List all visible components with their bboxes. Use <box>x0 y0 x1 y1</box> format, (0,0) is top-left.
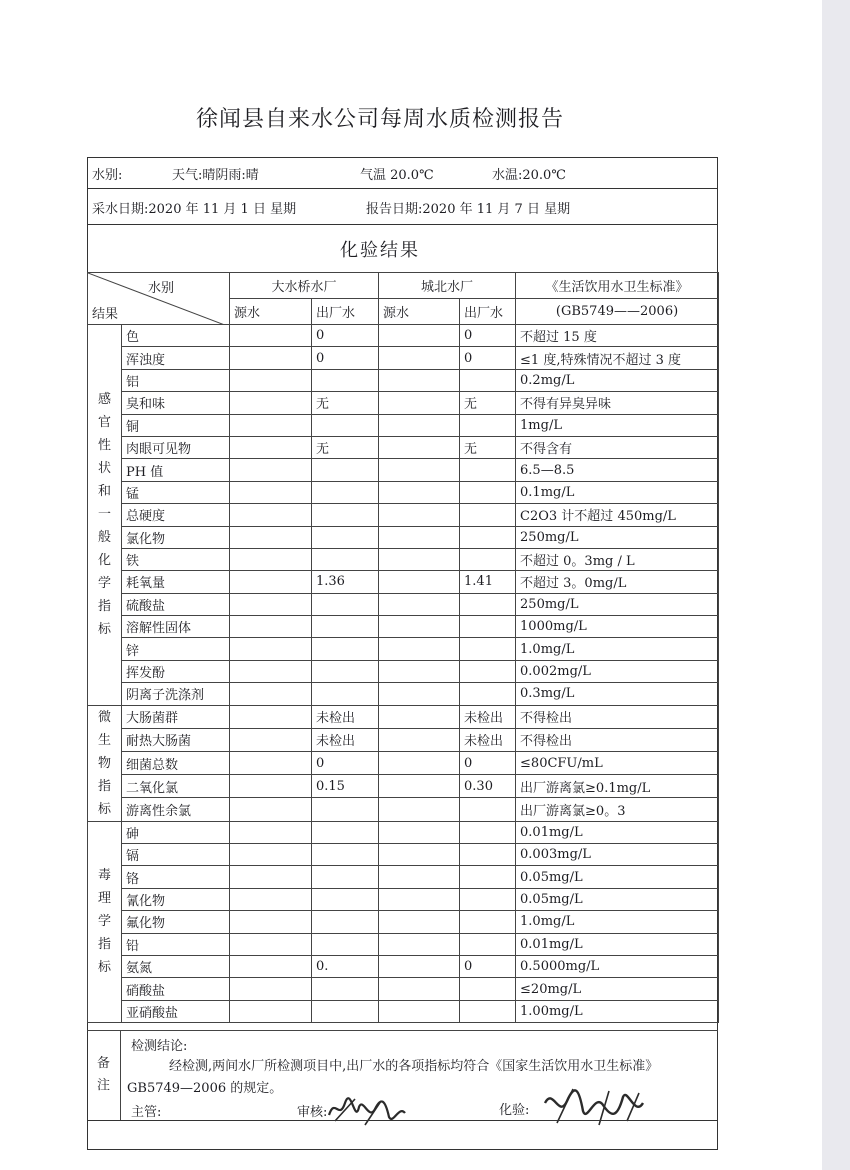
plant1-outlet-value <box>312 683 379 705</box>
plant2-outlet-value <box>460 821 516 843</box>
plant2-source-value <box>379 705 460 728</box>
plant1-source-value <box>230 414 312 436</box>
table-row <box>88 955 719 977</box>
plant1-outlet-value <box>312 978 379 1000</box>
remarks-label-char: 注 <box>96 1078 110 1093</box>
item-name: 铁 <box>122 548 230 570</box>
plant2-source-value <box>379 752 460 775</box>
plant1-source-value <box>230 504 312 526</box>
plant1-source-value <box>230 593 312 615</box>
plant1-source-value <box>230 933 312 955</box>
plant2-outlet-value <box>460 481 516 503</box>
report-date: 报告日期:2020 年 11 月 7 日 星期 <box>366 202 571 217</box>
standard-code: (GB5749——2006) <box>516 299 719 325</box>
results-body <box>88 325 719 1023</box>
plant1-source-value <box>230 752 312 775</box>
plant1-outlet-header: 出厂水 <box>312 299 379 325</box>
table-row <box>88 436 719 458</box>
plant2-header: 城北水厂 <box>379 273 516 299</box>
water-type-label: 水别: <box>92 168 123 183</box>
standard-value: 不得有异臭异味 <box>516 392 719 414</box>
reviewer-label: 审核: <box>297 1105 328 1120</box>
plant1-source-value <box>230 705 312 728</box>
table-row <box>88 593 719 615</box>
plant2-outlet-value <box>460 798 516 821</box>
plant2-source-value <box>379 638 460 660</box>
plant1-outlet-value <box>312 526 379 548</box>
table-row <box>88 571 719 593</box>
plant2-outlet-value <box>460 933 516 955</box>
standard-value: 1.0mg/L <box>516 638 719 660</box>
plant2-outlet-value: 1.41 <box>460 571 516 593</box>
category-char: 性 <box>97 438 111 454</box>
plant2-outlet-header: 出厂水 <box>460 299 516 325</box>
item-name: 铅 <box>122 933 230 955</box>
plant1-outlet-value <box>312 888 379 910</box>
standard-value: 0.3mg/L <box>516 683 719 705</box>
plant2-outlet-value: 未检出 <box>460 705 516 728</box>
conclusion-label: 检测结论: <box>131 1039 188 1054</box>
plant2-outlet-value <box>460 414 516 436</box>
item-name: 氨氮 <box>122 955 230 977</box>
category-char: 化 <box>97 553 111 569</box>
plant2-outlet-value: 0 <box>460 325 516 347</box>
category-char: 官 <box>97 415 111 431</box>
standard-value: ≤80CFU/mL <box>516 752 719 775</box>
category-char: 和 <box>97 484 111 500</box>
standard-value: 1.0mg/L <box>516 911 719 933</box>
category-char: 感 <box>97 392 111 408</box>
category-char: 标 <box>97 801 111 817</box>
plant1-source-value <box>230 844 312 866</box>
category-char: 微 <box>97 709 111 725</box>
plant1-source-value <box>230 616 312 638</box>
item-name: 氯化物 <box>122 526 230 548</box>
plant1-source-value <box>230 888 312 910</box>
standard-value: 出厂游离氯≥0。3 <box>516 798 719 821</box>
plant2-outlet-value <box>460 866 516 888</box>
plant1-source-header: 源水 <box>230 299 312 325</box>
item-name: 挥发酚 <box>122 660 230 682</box>
plant1-outlet-value: 无 <box>312 392 379 414</box>
item-name: 耐热大肠菌 <box>122 728 230 751</box>
plant1-outlet-value <box>312 414 379 436</box>
plant2-source-value <box>379 821 460 843</box>
table-row <box>88 683 719 705</box>
standard-value: 6.5—8.5 <box>516 459 719 481</box>
plant2-outlet-value <box>460 638 516 660</box>
standard-value: 不得检出 <box>516 728 719 751</box>
plant2-source-value <box>379 414 460 436</box>
plant1-outlet-value <box>312 481 379 503</box>
standard-title: 《生活饮用水卫生标准》 <box>516 273 719 299</box>
table-row <box>88 392 719 414</box>
plant2-source-value <box>379 504 460 526</box>
plant2-outlet-value <box>460 548 516 570</box>
plant1-source-value <box>230 459 312 481</box>
category-char: 指 <box>97 599 111 615</box>
plant1-outlet-value: 0. <box>312 955 379 977</box>
standard-value: 1.00mg/L <box>516 1000 719 1022</box>
plant2-outlet-value <box>460 978 516 1000</box>
item-name: 溶解性固体 <box>122 616 230 638</box>
plant2-outlet-value: 0.30 <box>460 775 516 798</box>
plant2-source-value <box>379 798 460 821</box>
plant2-source-value <box>379 369 460 391</box>
water-temperature: 水温:20.0℃ <box>492 168 566 183</box>
standard-value: 不得含有 <box>516 436 719 458</box>
plant1-source-value <box>230 347 312 369</box>
plant1-source-value <box>230 798 312 821</box>
plant2-outlet-value <box>460 593 516 615</box>
table-row <box>88 728 719 751</box>
item-name: PH 值 <box>122 459 230 481</box>
plant1-outlet-value: 0 <box>312 347 379 369</box>
plant2-outlet-value <box>460 660 516 682</box>
plant2-outlet-value <box>460 526 516 548</box>
standard-value: ≤20mg/L <box>516 978 719 1000</box>
item-name: 耗氧量 <box>122 571 230 593</box>
item-name: 色 <box>122 325 230 347</box>
table-row <box>88 705 719 728</box>
plant2-outlet-value <box>460 888 516 910</box>
item-name: 总硬度 <box>122 504 230 526</box>
plant2-outlet-value <box>460 683 516 705</box>
plant1-outlet-value <box>312 798 379 821</box>
category-char: 理 <box>97 891 111 907</box>
plant2-source-value <box>379 660 460 682</box>
standard-value: 0.5000mg/L <box>516 955 719 977</box>
plant1-outlet-value <box>312 660 379 682</box>
category-char: 毒 <box>97 868 111 884</box>
plant2-source-value <box>379 593 460 615</box>
corner-top-label: 水别 <box>148 281 175 296</box>
date-divider <box>87 224 718 225</box>
category-char: 指 <box>97 778 111 794</box>
plant2-source-value <box>379 933 460 955</box>
plant1-outlet-value <box>312 593 379 615</box>
table-row <box>88 844 719 866</box>
standard-value: 0.01mg/L <box>516 821 719 843</box>
category-char: 般 <box>97 530 111 546</box>
plant2-outlet-value: 0 <box>460 955 516 977</box>
plant1-source-value <box>230 571 312 593</box>
item-name: 浑浊度 <box>122 347 230 369</box>
report-title: 徐闻县自来水公司每周水质检测报告 <box>195 107 564 132</box>
plant1-outlet-value <box>312 866 379 888</box>
item-name: 二氧化氯 <box>122 775 230 798</box>
plant2-outlet-value <box>460 616 516 638</box>
scan-edge <box>822 0 850 1170</box>
plant1-outlet-value: 0.15 <box>312 775 379 798</box>
plant2-source-value <box>379 325 460 347</box>
standard-value: 0.01mg/L <box>516 933 719 955</box>
plant2-source-value <box>379 683 460 705</box>
plant2-source-value <box>379 728 460 751</box>
plant1-source-value <box>230 436 312 458</box>
corner-header <box>88 273 230 325</box>
plant2-outlet-value <box>460 369 516 391</box>
plant1-source-value <box>230 1000 312 1022</box>
item-name: 砷 <box>122 821 230 843</box>
plant1-outlet-value <box>312 844 379 866</box>
footer-divider <box>87 1120 718 1121</box>
standard-value: 不超过 0。3mg / L <box>516 548 719 570</box>
plant1-outlet-value <box>312 1000 379 1022</box>
plant2-outlet-value: 无 <box>460 392 516 414</box>
plant2-outlet-value <box>460 844 516 866</box>
plant1-outlet-value <box>312 638 379 660</box>
plant2-source-value <box>379 955 460 977</box>
plant1-outlet-value <box>312 548 379 570</box>
supervisor-label: 主管: <box>131 1105 162 1120</box>
plant2-source-value <box>379 1000 460 1022</box>
table-row <box>88 911 719 933</box>
plant2-source-value <box>379 392 460 414</box>
standard-value: 不超过 3。0mg/L <box>516 571 719 593</box>
remarks-label <box>87 1031 121 1121</box>
plant1-source-value <box>230 638 312 660</box>
item-name: 锌 <box>122 638 230 660</box>
standard-value: 0.1mg/L <box>516 481 719 503</box>
reviewer-signature <box>325 1091 409 1131</box>
table-row <box>88 459 719 481</box>
item-name: 氰化物 <box>122 888 230 910</box>
table-row <box>88 888 719 910</box>
plant1-outlet-value <box>312 504 379 526</box>
standard-value: 出厂游离氯≥0.1mg/L <box>516 775 719 798</box>
plant1-outlet-value: 无 <box>312 436 379 458</box>
plant1-outlet-value <box>312 911 379 933</box>
standard-value: 0.003mg/L <box>516 844 719 866</box>
category-char: 生 <box>97 732 111 748</box>
plant2-source-header: 源水 <box>379 299 460 325</box>
category-char: 标 <box>97 960 111 976</box>
remarks-label-char: 备 <box>96 1056 110 1071</box>
plant2-source-value <box>379 347 460 369</box>
plant2-source-value <box>379 844 460 866</box>
plant2-source-value <box>379 775 460 798</box>
plant2-source-value <box>379 571 460 593</box>
plant1-outlet-value: 未检出 <box>312 705 379 728</box>
plant2-outlet-value: 0 <box>460 347 516 369</box>
plant2-source-value <box>379 911 460 933</box>
category-char: 标 <box>97 622 111 638</box>
plant2-outlet-value: 未检出 <box>460 728 516 751</box>
standard-value: 1000mg/L <box>516 616 719 638</box>
category-char: 学 <box>97 914 111 930</box>
category-label <box>88 325 122 706</box>
table-row <box>88 369 719 391</box>
table-row <box>88 481 719 503</box>
section-title: 化验结果 <box>340 240 420 261</box>
category-char: 指 <box>97 937 111 953</box>
standard-value: 0.05mg/L <box>516 866 719 888</box>
plant2-source-value <box>379 481 460 503</box>
plant1-source-value <box>230 369 312 391</box>
category-label <box>88 705 122 821</box>
table-row <box>88 978 719 1000</box>
plant2-outlet-value <box>460 911 516 933</box>
header-divider <box>87 188 718 189</box>
item-name: 臭和味 <box>122 392 230 414</box>
table-row <box>88 638 719 660</box>
plant2-source-value <box>379 526 460 548</box>
standard-value: 0.05mg/L <box>516 888 719 910</box>
item-name: 铬 <box>122 866 230 888</box>
standard-value: 不超过 15 度 <box>516 325 719 347</box>
category-char: 学 <box>97 576 111 592</box>
plant1-source-value <box>230 978 312 1000</box>
table-row <box>88 504 719 526</box>
results-table <box>87 272 719 1023</box>
plant1-source-value <box>230 660 312 682</box>
standard-value: 0.002mg/L <box>516 660 719 682</box>
table-row <box>88 752 719 775</box>
plant1-outlet-value: 0 <box>312 752 379 775</box>
corner-bottom-label: 结果 <box>92 307 119 322</box>
item-name: 阴离子洗涤剂 <box>122 683 230 705</box>
item-name: 肉眼可见物 <box>122 436 230 458</box>
plant2-source-value <box>379 616 460 638</box>
standard-value: ≤1 度,特殊情况不超过 3 度 <box>516 347 719 369</box>
plant1-source-value <box>230 526 312 548</box>
standard-value: 不得检出 <box>516 705 719 728</box>
conclusion-line-2: GB5749—2006 的规定。 <box>127 1081 283 1096</box>
conclusion-line-1: 经检测,两间水厂所检测项目中,出厂水的各项指标均符合《国家生活饮用水卫生标准》 <box>169 1059 659 1074</box>
standard-value: C2O3 计不超过 450mg/L <box>516 504 719 526</box>
category-char: 一 <box>97 507 111 523</box>
table-row <box>88 798 719 821</box>
plant1-source-value <box>230 683 312 705</box>
sample-date: 采水日期:2020 年 11 月 1 日 星期 <box>92 202 297 217</box>
item-name: 锰 <box>122 481 230 503</box>
plant1-outlet-value <box>312 821 379 843</box>
plant2-source-value <box>379 548 460 570</box>
plant1-header: 大水桥水厂 <box>230 273 379 299</box>
plant1-source-value <box>230 548 312 570</box>
category-char: 状 <box>97 461 111 477</box>
table-row <box>88 347 719 369</box>
plant2-outlet-value <box>460 1000 516 1022</box>
table-row <box>88 866 719 888</box>
plant1-outlet-value: 1.36 <box>312 571 379 593</box>
plant1-source-value <box>230 325 312 347</box>
item-name: 铜 <box>122 414 230 436</box>
plant1-outlet-value <box>312 459 379 481</box>
plant1-outlet-value <box>312 933 379 955</box>
standard-value: 1mg/L <box>516 414 719 436</box>
air-temperature: 气温 20.0℃ <box>360 168 434 183</box>
plant1-outlet-value <box>312 616 379 638</box>
standard-value: 250mg/L <box>516 593 719 615</box>
plant1-source-value <box>230 775 312 798</box>
plant1-source-value <box>230 821 312 843</box>
item-name: 游离性余氯 <box>122 798 230 821</box>
tester-label: 化验: <box>499 1103 530 1118</box>
item-name: 细菌总数 <box>122 752 230 775</box>
standard-value: 250mg/L <box>516 526 719 548</box>
plant2-outlet-value: 无 <box>460 436 516 458</box>
table-row <box>88 526 719 548</box>
plant2-source-value <box>379 888 460 910</box>
plant2-source-value <box>379 459 460 481</box>
category-char: 物 <box>97 755 111 771</box>
item-name: 硝酸盐 <box>122 978 230 1000</box>
table-row <box>88 775 719 798</box>
plant1-source-value <box>230 955 312 977</box>
standard-value: 0.2mg/L <box>516 369 719 391</box>
plant1-outlet-value <box>312 369 379 391</box>
item-name: 铝 <box>122 369 230 391</box>
remarks-section <box>87 1030 718 1120</box>
plant2-source-value <box>379 436 460 458</box>
plant1-source-value <box>230 911 312 933</box>
plant2-source-value <box>379 978 460 1000</box>
table-row <box>88 548 719 570</box>
plant2-outlet-value <box>460 504 516 526</box>
plant1-source-value <box>230 866 312 888</box>
item-name: 氟化物 <box>122 911 230 933</box>
table-row <box>88 1000 719 1022</box>
plant2-source-value <box>379 866 460 888</box>
plant2-outlet-value: 0 <box>460 752 516 775</box>
plant1-source-value <box>230 392 312 414</box>
category-label <box>88 821 122 1023</box>
table-row <box>88 616 719 638</box>
table-row <box>88 660 719 682</box>
item-name: 硫酸盐 <box>122 593 230 615</box>
plant1-source-value <box>230 481 312 503</box>
tester-signature <box>539 1083 651 1129</box>
table-row <box>88 933 719 955</box>
item-name: 大肠菌群 <box>122 705 230 728</box>
plant1-outlet-value: 0 <box>312 325 379 347</box>
table-row <box>88 325 719 347</box>
table-row <box>88 821 719 843</box>
item-name: 镉 <box>122 844 230 866</box>
table-row <box>88 414 719 436</box>
plant1-source-value <box>230 728 312 751</box>
item-name: 亚硝酸盐 <box>122 1000 230 1022</box>
weather-field: 天气:晴阴雨:晴 <box>172 168 259 183</box>
plant2-outlet-value <box>460 459 516 481</box>
plant1-outlet-value: 未检出 <box>312 728 379 751</box>
